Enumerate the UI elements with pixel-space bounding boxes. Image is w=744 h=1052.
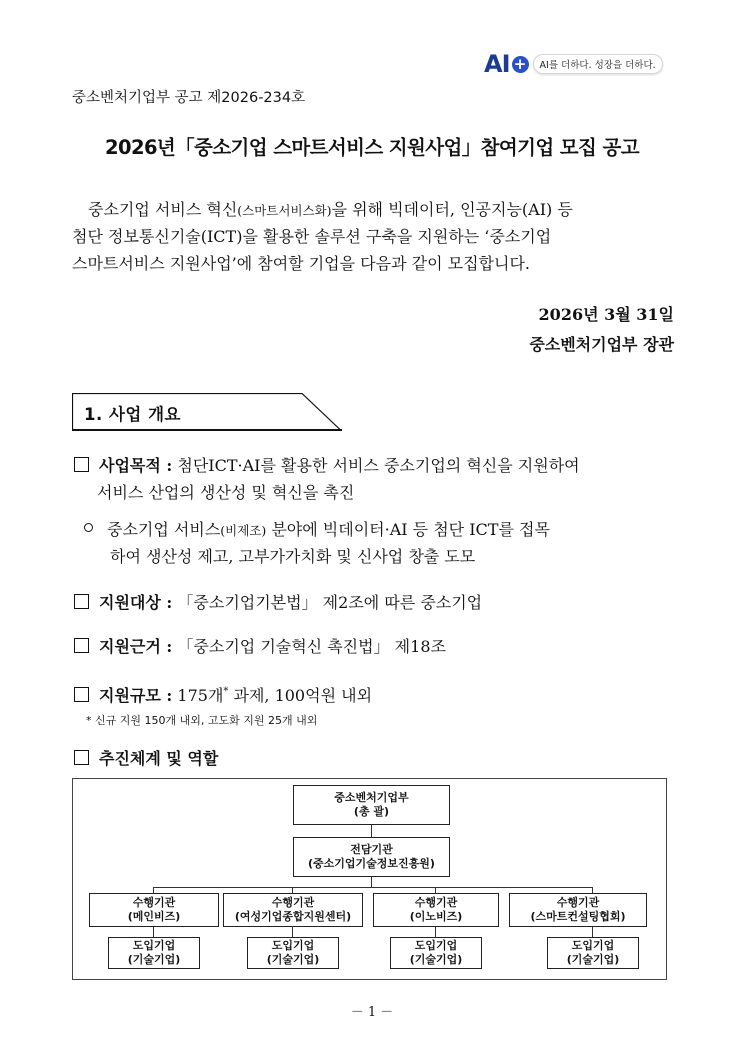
org-chart xyxy=(72,778,667,980)
sub-item-line-2: 하여 생산성 제고, 고부가가치화 및 신사업 창출 도모 xyxy=(110,547,476,566)
purpose-line-2: 서비스 산업의 생산성 및 혁신을 촉진 xyxy=(97,483,355,502)
circle-bullet-icon xyxy=(84,523,93,532)
org-box-performer: 수행기관 (메인비즈) xyxy=(89,893,219,927)
checkbox-square-icon xyxy=(74,750,89,765)
org-box-performer: 수행기관 (여성기업종합지원센터) xyxy=(223,893,363,927)
connector-line xyxy=(371,877,372,887)
section-header xyxy=(72,393,342,431)
org-box-performer: 수행기관 (스마트컨설팅협회) xyxy=(509,893,647,927)
system-item: 추진체계 및 역할 xyxy=(74,745,674,772)
org-box-adopter: 도입기업 (기술기업) xyxy=(390,937,482,969)
org-box-agency: 전담기관 (중소기업기술정보진흥원) xyxy=(293,837,450,877)
sub-item: 중소기업 서비스(비제조) 분야에 빅데이터·AI 등 첨단 ICT를 접목 xyxy=(84,516,684,544)
org-box-ministry: 중소벤처기업부 (총 괄) xyxy=(293,785,450,825)
footnote: * 신규 지원 150개 내외, 고도화 지원 25개 내외 xyxy=(86,714,318,727)
notice-number: 중소벤처기업부 공고 제2026-234호 xyxy=(72,90,306,106)
org-box-adopter: 도입기업 (기술기업) xyxy=(108,937,200,969)
checkbox-square-icon xyxy=(74,638,89,653)
ai-badge xyxy=(484,52,663,76)
document-title: 2026년「중소기업 스마트서비스 지원사업」참여기업 모집 공고 xyxy=(105,136,639,159)
intro-line-1: 중소기업 서비스 혁신(스마트서비스화)을 위해 빅데이터, 인공지능(AI) 등 xyxy=(88,200,573,219)
intro-line-2: 첨단 정보통신기술(ICT)을 활용한 솔루션 구축을 지원하는 ‘중소기업 xyxy=(72,227,552,246)
plus-icon: + xyxy=(512,56,529,73)
org-box-performer: 수행기관 (이노비즈) xyxy=(373,893,499,927)
announcement-date: 2026년 3월 31일 xyxy=(538,305,674,324)
org-box-adopter: 도입기업 (기술기업) xyxy=(547,937,639,969)
checkbox-square-icon xyxy=(74,687,89,702)
basis-item: 지원근거 : 「중소기업 기술혁신 촉진법」 제18조 xyxy=(74,633,674,660)
connector-line xyxy=(371,825,372,837)
connector-line xyxy=(292,927,293,937)
connector-line xyxy=(153,887,592,888)
ai-slogan: AI를 더하다. 성장을 더하다. xyxy=(533,54,663,74)
section-title: 1. 사업 개요 xyxy=(84,405,181,424)
page-number: － 1 － xyxy=(350,1005,394,1020)
connector-line xyxy=(435,927,436,937)
checkbox-square-icon xyxy=(74,594,89,609)
connector-line xyxy=(153,927,154,937)
intro-line-3: 스마트서비스 지원사업’에 참여할 기업을 다음과 같이 모집합니다. xyxy=(72,254,531,273)
target-item: 지원대상 : 「중소기업기본법」 제2조에 따른 중소기업 xyxy=(74,589,674,616)
org-box-adopter: 도입기업 (기술기업) xyxy=(247,937,339,969)
checkbox-square-icon xyxy=(74,457,89,472)
purpose-item: 사업목적 : 첨단ICT·AI를 활용한 서비스 중소기업의 혁신을 지원하여 xyxy=(74,452,674,479)
ai-logo: AI xyxy=(484,50,510,78)
minister-signature: 중소벤처기업부 장관 xyxy=(529,335,674,354)
scale-item: 지원규모 : 175개* 과제, 100억원 내외 xyxy=(74,678,674,709)
connector-line xyxy=(592,927,593,937)
